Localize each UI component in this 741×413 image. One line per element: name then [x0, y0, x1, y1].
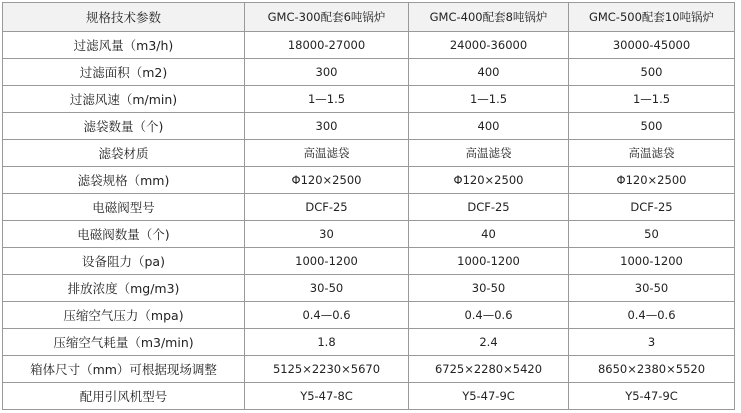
header-cell-param: 规格技术参数	[3, 3, 245, 32]
value-cell: Y5-47-8C	[245, 383, 409, 410]
value-cell: Y5-47-9C	[569, 383, 735, 410]
value-cell: 1—1.5	[569, 86, 735, 113]
value-cell: 0.4—0.6	[409, 302, 569, 329]
value-cell: 0.4—0.6	[245, 302, 409, 329]
row-label-cell: 箱体尺寸（mm）可根据现场调整	[3, 356, 245, 383]
row-label-cell: 设备阻力（pa)	[3, 248, 245, 275]
value-cell: 1000-1200	[409, 248, 569, 275]
value-cell: 0.4—0.6	[569, 302, 735, 329]
table-row	[3, 302, 735, 329]
value-cell: 300	[245, 113, 409, 140]
value-cell: 18000-27000	[245, 32, 409, 59]
table-row	[3, 329, 735, 356]
row-label-cell: 过滤面积（m2)	[3, 59, 245, 86]
value-cell: 5125×2230×5670	[245, 356, 409, 383]
row-label-cell: 配用引风机型号	[3, 383, 245, 410]
value-cell: 24000-36000	[409, 32, 569, 59]
row-label-cell: 滤袋材质	[3, 140, 245, 167]
value-cell: 30-50	[409, 275, 569, 302]
value-cell: 30-50	[569, 275, 735, 302]
table-row	[3, 167, 735, 194]
value-cell: 40	[409, 221, 569, 248]
value-cell: 1000-1200	[569, 248, 735, 275]
table-row	[3, 32, 735, 59]
value-cell: 3	[569, 329, 735, 356]
row-label-cell: 过滤风量（m3/h)	[3, 32, 245, 59]
value-cell: 500	[569, 59, 735, 86]
value-cell: 1—1.5	[245, 86, 409, 113]
value-cell: 1—1.5	[409, 86, 569, 113]
table-row	[3, 194, 735, 221]
table-row	[3, 113, 735, 140]
value-cell: 高温滤袋	[245, 140, 409, 167]
value-cell: Φ120×2500	[569, 167, 735, 194]
value-cell: 300	[245, 59, 409, 86]
value-cell: DCF-25	[245, 194, 409, 221]
header-cell-gmc400: GMC-400配套8吨锅炉	[409, 3, 569, 32]
row-label-cell: 排放浓度（mg/m3)	[3, 275, 245, 302]
value-cell: Φ120×2500	[409, 167, 569, 194]
row-label-cell: 滤袋规格（mm)	[3, 167, 245, 194]
table-row	[3, 248, 735, 275]
value-cell: 50	[569, 221, 735, 248]
row-label-cell: 电磁阀数量（个)	[3, 221, 245, 248]
value-cell: 2.4	[409, 329, 569, 356]
header-cell-gmc500: GMC-500配套10吨锅炉	[569, 3, 735, 32]
value-cell: 500	[569, 113, 735, 140]
row-label-cell: 过滤风速（m/min)	[3, 86, 245, 113]
table-row	[3, 356, 735, 383]
table-row	[3, 383, 735, 410]
row-label-cell: 滤袋数量（个)	[3, 113, 245, 140]
value-cell: DCF-25	[409, 194, 569, 221]
row-label-cell: 压缩空气耗量（m3/min)	[3, 329, 245, 356]
value-cell: 8650×2380×5520	[569, 356, 735, 383]
value-cell: 30-50	[245, 275, 409, 302]
row-label-cell: 压缩空气压力（mpa)	[3, 302, 245, 329]
table-row	[3, 59, 735, 86]
value-cell: 6725×2280×5420	[409, 356, 569, 383]
table-row	[3, 86, 735, 113]
value-cell: 1000-1200	[245, 248, 409, 275]
value-cell: 30000-45000	[569, 32, 735, 59]
value-cell: 400	[409, 59, 569, 86]
value-cell: 高温滤袋	[409, 140, 569, 167]
spec-table-body	[3, 3, 735, 410]
table-row	[3, 140, 735, 167]
header-cell-gmc300: GMC-300配套6吨锅炉	[245, 3, 409, 32]
header-row	[3, 3, 735, 32]
table-row	[3, 221, 735, 248]
value-cell: 400	[409, 113, 569, 140]
row-label-cell: 电磁阀型号	[3, 194, 245, 221]
spec-table	[2, 2, 735, 410]
value-cell: 高温滤袋	[569, 140, 735, 167]
value-cell: Y5-47-9C	[409, 383, 569, 410]
table-row	[3, 275, 735, 302]
value-cell: DCF-25	[569, 194, 735, 221]
value-cell: 1.8	[245, 329, 409, 356]
value-cell: 30	[245, 221, 409, 248]
value-cell: Φ120×2500	[245, 167, 409, 194]
